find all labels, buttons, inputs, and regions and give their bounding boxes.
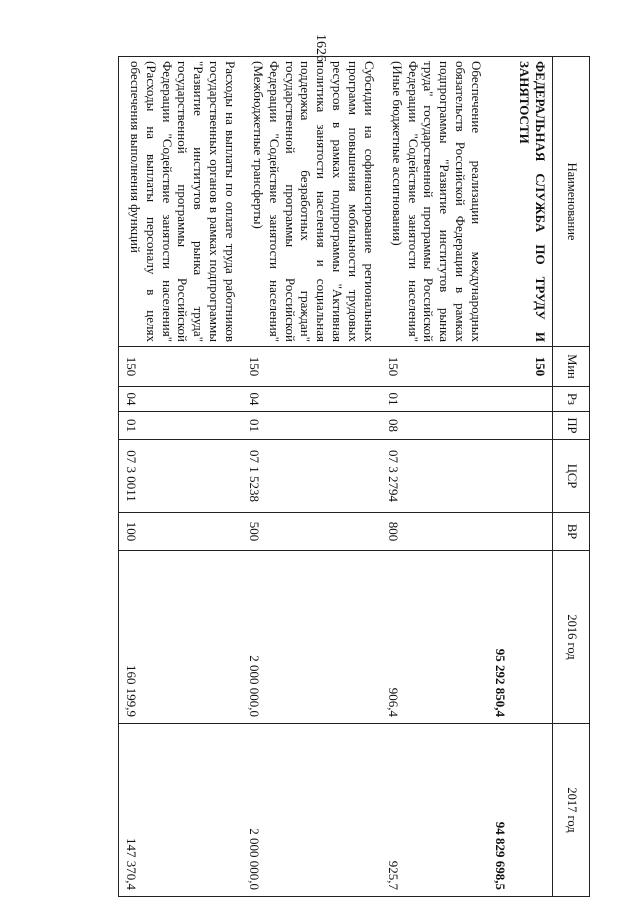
budget-table [118,56,590,897]
row-pr: 08 [381,412,488,440]
row-min: 150 [488,347,553,387]
col-header-2017: 2017 год [553,724,590,897]
row-name: Обеспечение реализации международных обязательств Российской Федерации в рамках подпрограммы "Развитие институтов рынка труда" государственной программы Российской Федерации "Содействие занятости населения" (Иные бюджетные ассигнования) [381,57,488,347]
row-rz: 04 [118,387,242,412]
row-name: Субсидии на софинансирование региональных программ повышения мобильности трудовых ресурсов в рамках подпрограммы "Активная политика занятости населения и социальная поддержка безработных граждан" государственной программы Российской Федерации "Содействие занятости населения" (Межбюджетные трансферты) [242,57,381,347]
col-header-2016: 2016 год [553,551,590,724]
col-header-rz: Рз [553,387,590,412]
col-header-name: Наименование [553,57,590,347]
row-2016: 160 199,9 [118,551,242,724]
row-csr [488,440,553,513]
page-number: 1626 [313,34,328,62]
row-rz: 04 [242,387,381,412]
row-2016: 95 292 850,4 [488,551,553,724]
col-header-min: Мин [553,347,590,387]
row-pr [488,412,553,440]
col-header-pr: ПР [553,412,590,440]
table-row [488,57,553,897]
row-2017: 2 000 000,0 [242,724,381,897]
row-2017: 925,7 [381,724,488,897]
row-min: 150 [118,347,242,387]
row-2016: 2 000 000,0 [242,551,381,724]
header-row [553,57,590,897]
row-2016: 906,4 [381,551,488,724]
row-2017: 94 829 698,5 [488,724,553,897]
row-pr: 01 [118,412,242,440]
row-min: 150 [381,347,488,387]
table-row [242,57,381,897]
row-rz: 01 [381,387,488,412]
row-vr: 100 [118,513,242,551]
row-vr: 800 [381,513,488,551]
row-name: Расходы на выплаты по оплате труда работников государственных органов в рамках подпрограммы "Развитие институтов рынка труда" государственной программы Российской Федерации "Содействие занятости населения" (Расходы на выплаты персоналу в целях обеспечения выполнения функций [118,57,242,347]
row-2017: 147 370,4 [118,724,242,897]
rotated-page [70,56,590,896]
row-csr: 07 3 0011 [118,440,242,513]
row-rz [488,387,553,412]
row-vr [488,513,553,551]
row-csr: 07 3 2794 [381,440,488,513]
col-header-csr: ЦСР [553,440,590,513]
row-min: 150 [242,347,381,387]
row-csr: 07 1 5238 [242,440,381,513]
row-pr: 01 [242,412,381,440]
table-row [118,57,242,897]
col-header-vr: ВР [553,513,590,551]
row-name: ФЕДЕРАЛЬНАЯ СЛУЖБА ПО ТРУДУ И ЗАНЯТОСТИ [488,57,553,347]
row-vr: 500 [242,513,381,551]
table-row [381,57,488,897]
